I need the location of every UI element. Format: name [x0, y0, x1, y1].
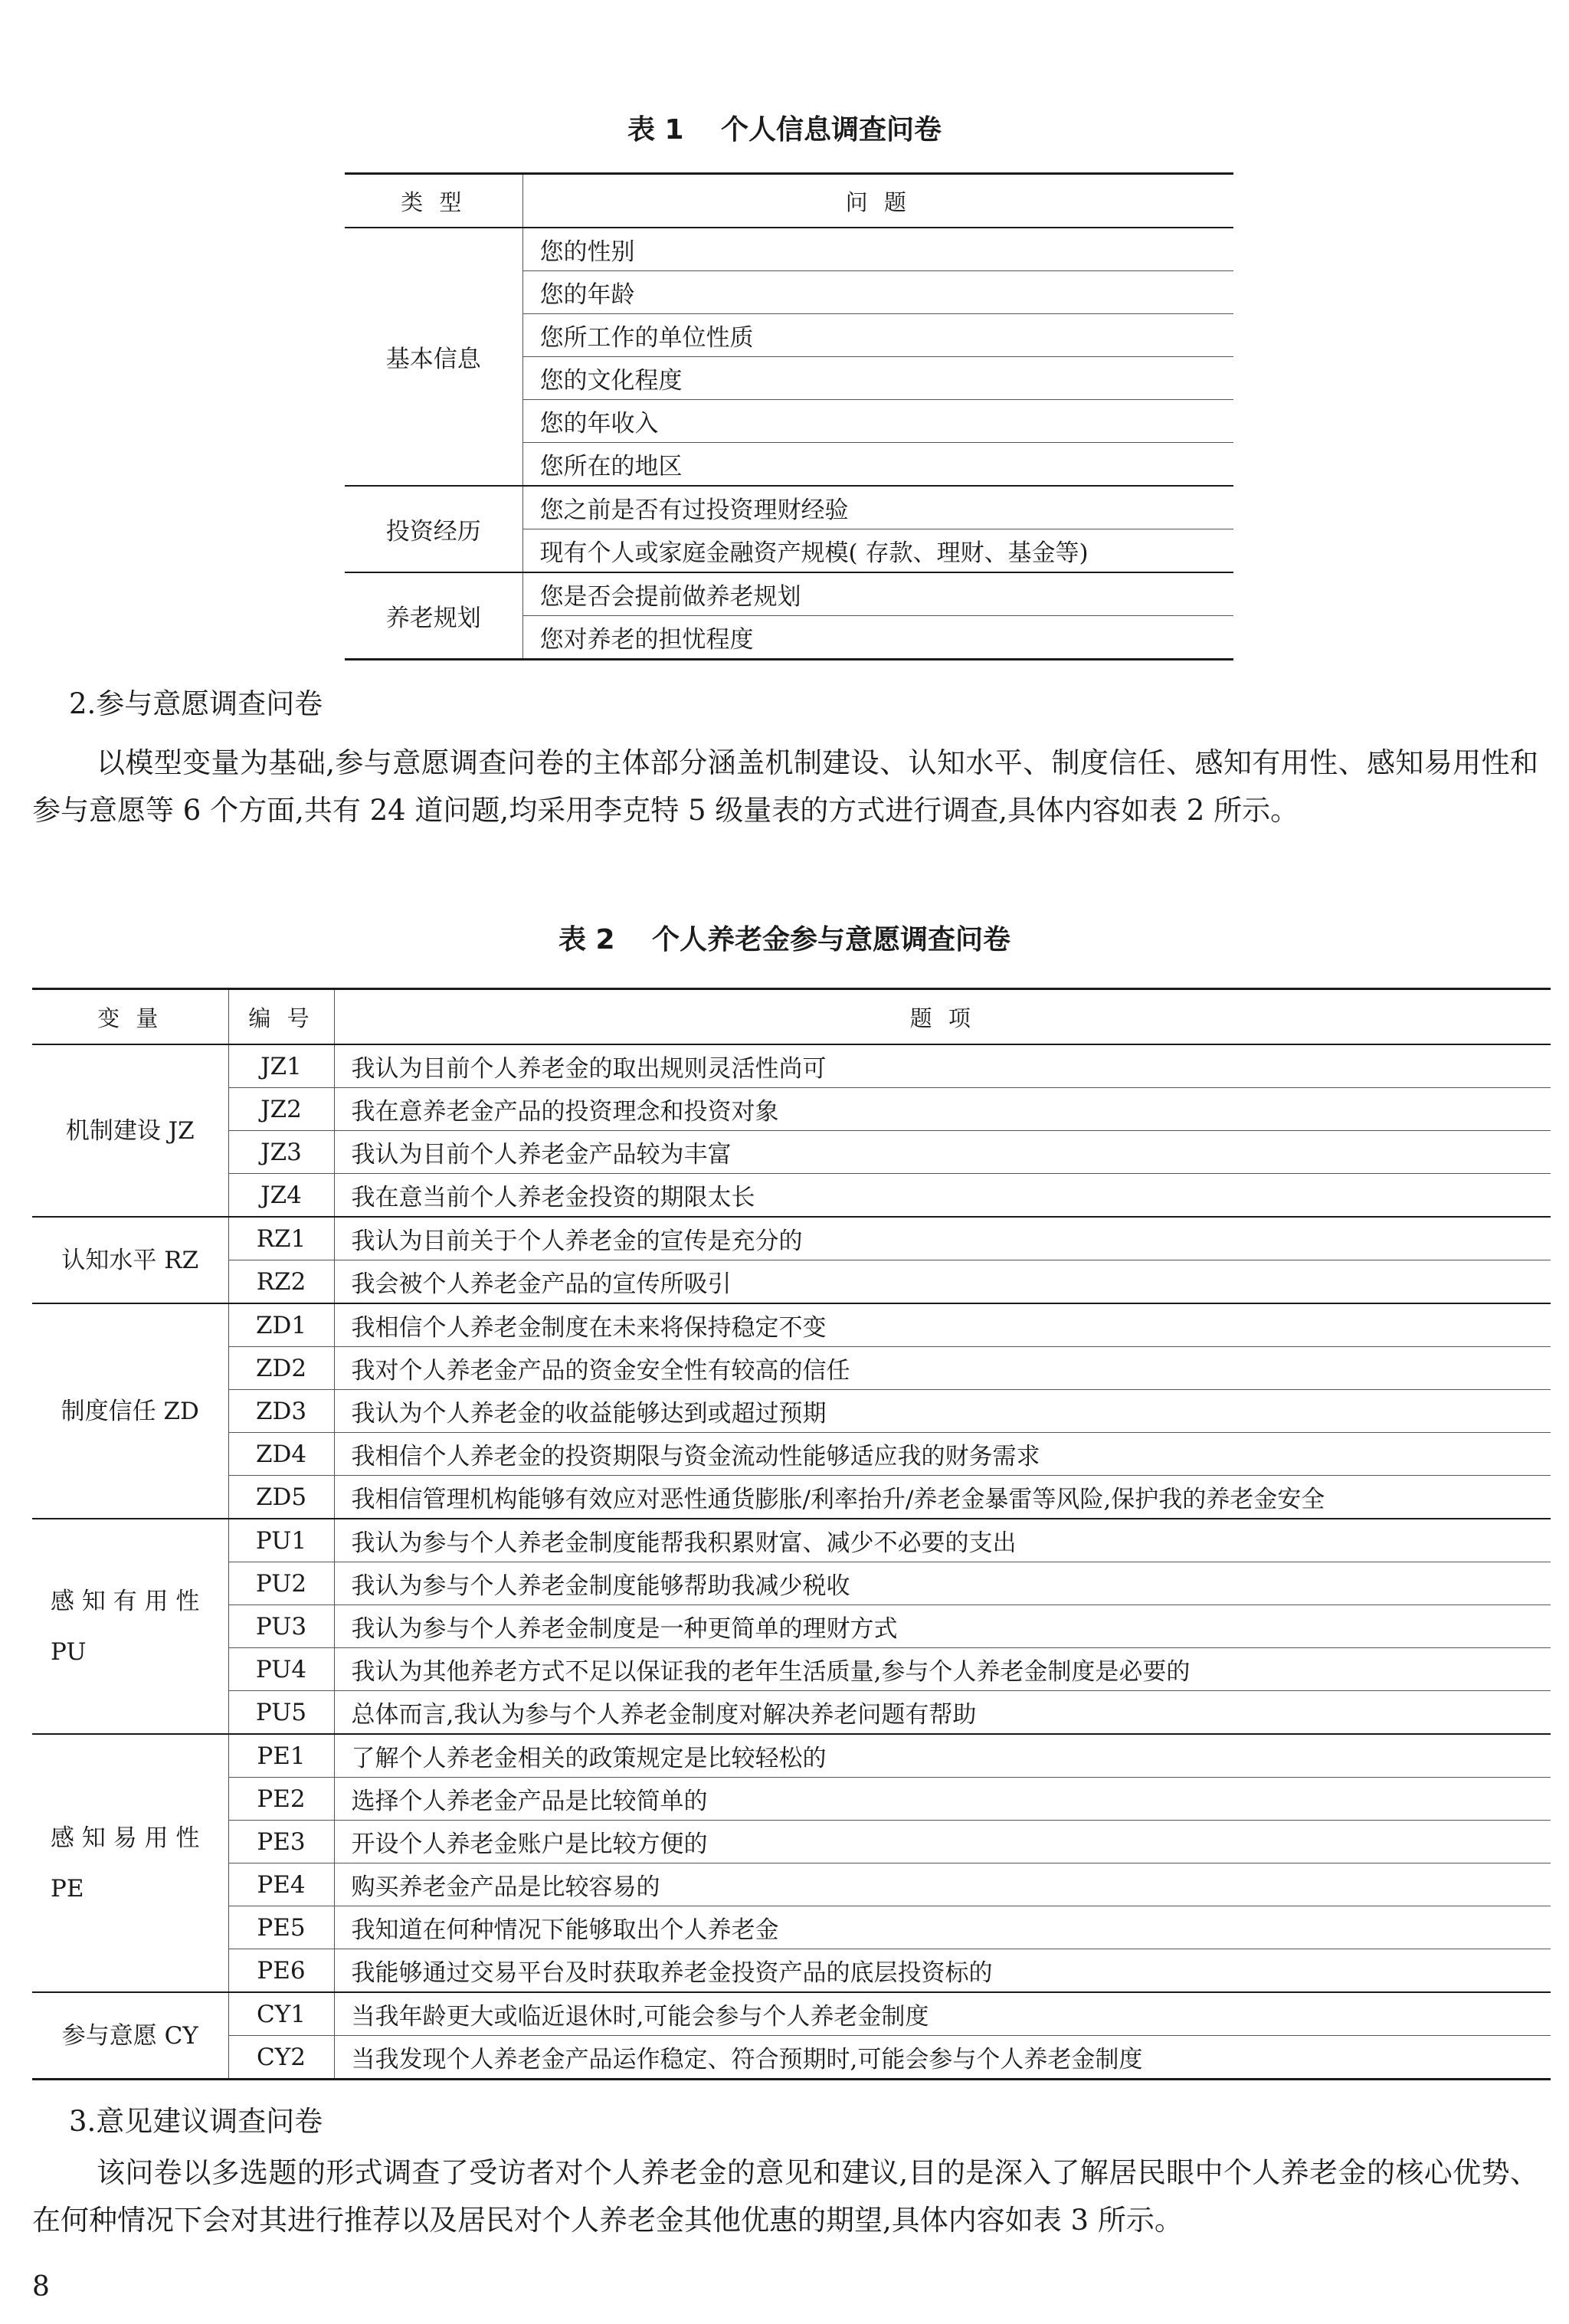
column-header-type: 类 型: [345, 174, 522, 228]
pension-participation-table: [32, 988, 1551, 2080]
item-code-cell: PE3: [228, 1821, 334, 1863]
table-row: [32, 1476, 1551, 1519]
question-cell: 您是否会提前做养老规划: [522, 572, 1233, 616]
table-row: [32, 1734, 1551, 1778]
item-text-cell: 我相信个人养老金的投资期限与资金流动性能够适应我的财务需求: [334, 1433, 1551, 1476]
question-cell: 您的年收入: [522, 400, 1233, 443]
table-row: [32, 1044, 1551, 1088]
question-cell: 现有个人或家庭金融资产规模( 存款、理财、基金等): [522, 529, 1233, 573]
item-text-cell: 我认为目前个人养老金的取出规则灵活性尚可: [334, 1044, 1551, 1088]
table-row: [32, 1217, 1551, 1260]
variable-cell: 感 知 易 用 性 PE: [32, 1734, 228, 1992]
table-row: [32, 1088, 1551, 1131]
table-row: [32, 1174, 1551, 1218]
item-code-cell: ZD4: [228, 1433, 334, 1476]
item-text-cell: 我在意养老金产品的投资理念和投资对象: [334, 1088, 1551, 1131]
item-code-cell: PU3: [228, 1605, 334, 1648]
item-code-cell: PE1: [228, 1734, 334, 1778]
item-text-cell: 我能够通过交易平台及时获取养老金投资产品的底层投资标的: [334, 1949, 1551, 1993]
variable-cell: 制度信任 ZD: [32, 1303, 228, 1519]
question-cell: 您的年龄: [522, 271, 1233, 314]
table-row: [32, 1433, 1551, 1476]
item-code-cell: CY1: [228, 1992, 334, 2036]
category-cell: 养老规划: [345, 572, 522, 660]
column-header-code: 编 号: [228, 989, 334, 1045]
item-text-cell: 选择个人养老金产品是比较简单的: [334, 1778, 1551, 1821]
item-code-cell: PU1: [228, 1519, 334, 1562]
item-code-cell: PE4: [228, 1863, 334, 1906]
item-code-cell: JZ3: [228, 1131, 334, 1174]
item-text-cell: 我认为个人养老金的收益能够达到或超过预期: [334, 1390, 1551, 1433]
item-code-cell: PU4: [228, 1648, 334, 1691]
item-code-cell: RZ2: [228, 1260, 334, 1304]
variable-cell: 认知水平 RZ: [32, 1217, 228, 1303]
page-number: 8: [32, 2271, 50, 2303]
question-cell: 您的性别: [522, 228, 1233, 271]
table-row: [32, 1303, 1551, 1347]
item-code-cell: PU2: [228, 1562, 334, 1605]
item-text-cell: 我会被个人养老金产品的宣传所吸引: [334, 1260, 1551, 1304]
item-code-cell: ZD3: [228, 1390, 334, 1433]
item-code-cell: ZD5: [228, 1476, 334, 1519]
table-row: [32, 1906, 1551, 1949]
table-row: [32, 2036, 1551, 2080]
table1-caption: 表 1 个人信息调查问卷: [627, 114, 942, 146]
section3-paragraph: 该问卷以多选题的形式调查了受访者对个人养老金的意见和建议,目的是深入了解居民眼中个人养老金的核心优势、在何种情况下会对其进行推荐以及居民对个人养老金其他优惠的期望,具体内容如表 3 所示。: [32, 2156, 1538, 2237]
item-text-cell: 我知道在何种情况下能够取出个人养老金: [334, 1906, 1551, 1949]
question-cell: 您对养老的担忧程度: [539, 626, 754, 654]
item-text-cell: 当我发现个人养老金产品运作稳定、符合预期时,可能会参与个人养老金制度: [351, 2046, 1143, 2073]
table-row: [32, 1347, 1551, 1390]
item-text-cell: 我认为目前关于个人养老金的宣传是充分的: [334, 1217, 1551, 1260]
item-text-cell: 我相信个人养老金制度在未来将保持稳定不变: [334, 1303, 1551, 1347]
item-text-cell: 购买养老金产品是比较容易的: [334, 1863, 1551, 1906]
column-header-variable: 变 量: [32, 989, 228, 1045]
item-code-cell: PU5: [228, 1691, 334, 1735]
item-text-cell: 我在意当前个人养老金投资的期限太长: [334, 1174, 1551, 1218]
item-text-cell: 开设个人养老金账户是比较方便的: [334, 1821, 1551, 1863]
column-header-item: 题 项: [334, 989, 1551, 1045]
question-cell: 您的文化程度: [522, 357, 1233, 400]
table2-caption: 表 2 个人养老金参与意愿调查问卷: [558, 924, 1011, 955]
item-text-cell: 当我年龄更大或临近退休时,可能会参与个人养老金制度: [334, 1992, 1551, 2036]
table-row: [32, 1648, 1551, 1691]
variable-cell: 机制建设 JZ: [32, 1044, 228, 1217]
category-cell: 投资经历: [345, 486, 522, 572]
table-row: [32, 1821, 1551, 1863]
question-cell: 您所工作的单位性质: [522, 314, 1233, 357]
table-row: [32, 1390, 1551, 1433]
item-text-cell: 我认为参与个人养老金制度是一种更简单的理财方式: [334, 1605, 1551, 1648]
item-text-cell: 我认为其他养老方式不足以保证我的老年生活质量,参与个人养老金制度是必要的: [334, 1648, 1551, 1691]
variable-cell: 感 知 有 用 性 PU: [32, 1519, 228, 1734]
item-code-cell: CY2: [228, 2036, 334, 2080]
table-row: [345, 486, 1233, 529]
table-row: [32, 1562, 1551, 1605]
item-text-cell: 我认为参与个人养老金制度能帮我积累财富、减少不必要的支出: [334, 1519, 1551, 1562]
item-code-cell: JZ2: [228, 1088, 334, 1131]
section3-heading: 3.意见建议调查问卷: [69, 2105, 323, 2138]
item-text-cell: 我相信管理机构能够有效应对恶性通货膨胀/利率抬升/养老金暴雷等风险,保护我的养老金安全: [334, 1476, 1551, 1519]
table-row: [345, 572, 1233, 616]
table-row: [32, 1131, 1551, 1174]
personal-info-table: [345, 172, 1233, 660]
section2-heading: 2.参与意愿调查问卷: [69, 687, 323, 720]
item-code-cell: ZD1: [228, 1303, 334, 1347]
table-row: [32, 1992, 1551, 2036]
item-code-cell: JZ1: [228, 1044, 334, 1088]
item-code-cell: PE6: [228, 1949, 334, 1993]
item-text-cell: 总体而言,我认为参与个人养老金制度对解决养老问题有帮助: [334, 1691, 1551, 1735]
item-code-cell: JZ4: [228, 1174, 334, 1218]
table-row: [32, 1778, 1551, 1821]
item-text-cell: 我对个人养老金产品的资金安全性有较高的信任: [334, 1347, 1551, 1390]
variable-cell: 参与意愿 CY: [32, 1992, 228, 2080]
item-text-cell: 了解个人养老金相关的政策规定是比较轻松的: [334, 1734, 1551, 1778]
table-row: [32, 1260, 1551, 1304]
question-cell: 您之前是否有过投资理财经验: [522, 486, 1233, 529]
table-row: [32, 1605, 1551, 1648]
item-code-cell: PE5: [228, 1906, 334, 1949]
item-text-cell: 我认为目前个人养老金产品较为丰富: [334, 1131, 1551, 1174]
table-row: [32, 1519, 1551, 1562]
table-row: [32, 1691, 1551, 1735]
category-cell: 基本信息: [345, 228, 522, 486]
table-row: [32, 1949, 1551, 1993]
column-header-question: 问 题: [522, 174, 1233, 228]
question-cell: 您所在的地区: [522, 443, 1233, 487]
table-row: [345, 228, 1233, 271]
item-code-cell: ZD2: [228, 1347, 334, 1390]
table-row: [32, 1863, 1551, 1906]
item-text-cell: 我认为参与个人养老金制度能够帮助我减少税收: [334, 1562, 1551, 1605]
item-code-cell: PE2: [228, 1778, 334, 1821]
section2-paragraph: 以模型变量为基础,参与意愿调查问卷的主体部分涵盖机制建设、认知水平、制度信任、感知有用性、感知易用性和参与意愿等 6 个方面,共有 24 道问题,均采用李克特 5 级量表的方式进行调查,具体内容如表 2 所示。: [32, 746, 1538, 827]
item-code-cell: RZ1: [228, 1217, 334, 1260]
